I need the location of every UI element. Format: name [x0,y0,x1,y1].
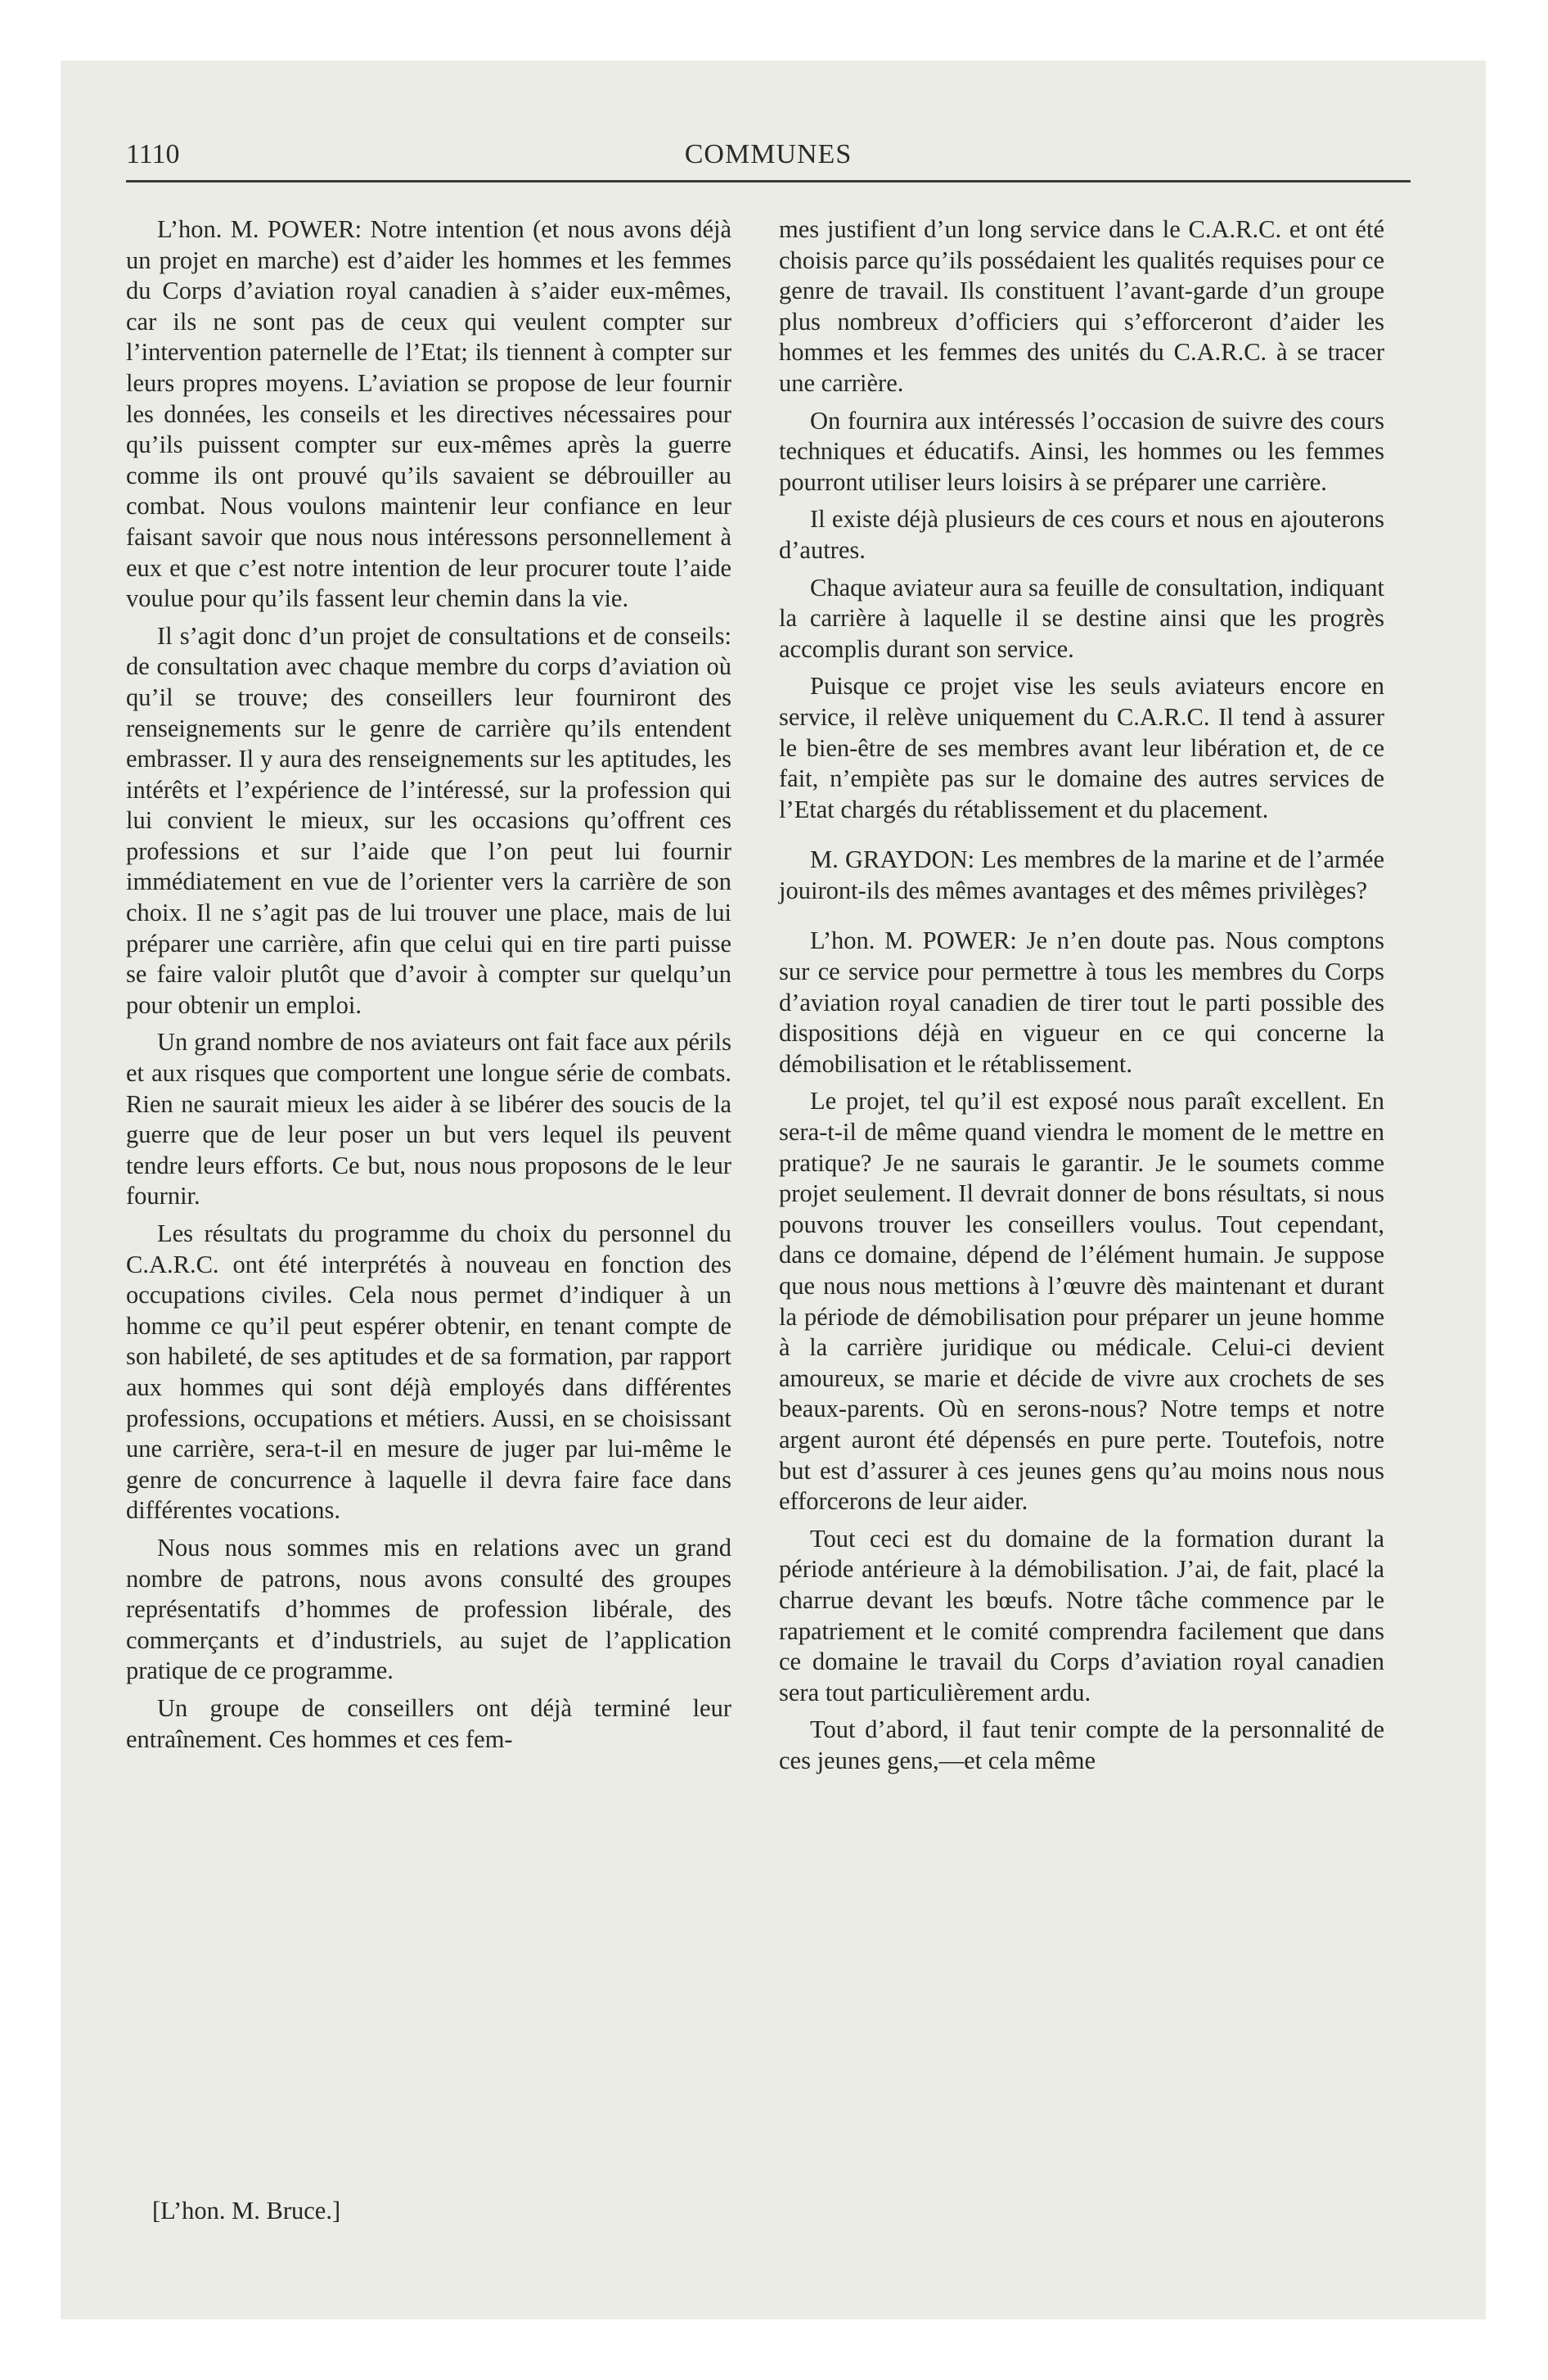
speaker-paragraph: M. GRAYDON: Les membres de la marine et de l’armée jouiront-ils des mêmes avantages et des mêmes privilèges? [779,845,1384,904]
page [61,61,1486,2319]
page-header [126,139,1411,183]
speaker-paragraph: L’hon. M. POWER: Je n’en doute pas. Nous comptons sur ce service pour permettre à tous les membres du Corps d’aviation royal canadien de tirer tout le parti possible des dispositions déjà en vigueur en ce qui concerne la démobilisation et le rétablissement. [779,926,1384,1078]
paragraph: On fournira aux intéressés l’occasion de suivre des cours techniques et éducatifs. Ainsi, les hommes ou les femmes pourront utiliser leurs loisirs à se préparer une carrière. [779,406,1384,496]
right-column [779,214,1384,1777]
speaker-footnote: [L’hon. M. Bruce.] [152,2197,341,2224]
running-head: COMMUNES [684,139,853,169]
paragraph: Chaque aviateur aura sa feuille de consultation, indiquant la carrière à laquelle il se destine ainsi que les progrès accomplis durant son service. [779,573,1384,663]
page-number: 1110 [126,139,180,169]
paragraph: Il s’agit donc d’un projet de consultations et de conseils: de consultation avec chaque membre du corps d’aviation où qu’il se trouve; des conseillers leur fourniront des renseignements sur le genre de carrière qu’ils entendent embrasser. Il y aura des renseignements sur les aptitudes, les intérêts et l’expérience de l’intéressé, sur la profession qui lui convient le mieux, sur les occasions qu’offrent ces professions et sur l’aide que l’on peut lui fournir immédiatement en vue de l’orienter vers la carrière de son choix. Il ne s’agit pas de lui trouver une place, mais de lui préparer une carrière, afin que celui qui en tire parti puisse se faire valoir plutôt que d’avoir à compter sur quelqu’un pour obtenir un emploi. [126,621,731,1019]
paragraph: Tout ceci est du domaine de la formation durant la période antérieure à la démobilisation. J’ai, de fait, placé la charrue devant les bœufs. Notre tâche commence par le rapatriement et le comité comprendra facilement que dans ce domaine le travail du Corps d’aviation royal canadien sera tout particulièrement ardu. [779,1524,1384,1706]
paragraph: Nous nous sommes mis en relations avec un grand nombre de patrons, nous avons consulté des groupes représentatifs d’hommes de profession libérale, des commerçants et d’industriels, au sujet de l’application pratique de ce programme. [126,1533,731,1685]
paragraph: Les résultats du programme du choix du personnel du C.A.R.C. ont été interprétés à nouveau en fonction des occupations civiles. Cela nous permet d’indiquer à un homme ce qu’il peut espérer obtenir, en tenant compte de son habileté, de ses aptitudes et de sa formation, par rapport aux hommes qui sont déjà employés dans différentes professions, occupations et métiers. Aussi, en se choisissant une carrière, sera-t-il en mesure de juger par lui-même le genre de concurrence à laquelle il devra faire face dans différentes vocations. [126,1219,731,1525]
paragraph: Un grand nombre de nos aviateurs ont fait face aux périls et aux risques que comportent une longue série de combats. Rien ne saurait mieux les aider à se libérer des soucis de la guerre que de leur poser un but vers lequel ils peuvent tendre leurs efforts. Ce but, nous nous proposons de le leur fournir. [126,1028,731,1210]
paragraph: L’hon. M. POWER: Notre intention (et nous avons déjà un projet en marche) est d’aider les hommes et les femmes du Corps d’aviation royal canadien à s’aider eux-mêmes, car ils ne sont pas de ceux qui veulent compter sur l’intervention paternelle de l’Etat; ils tiennent à compter sur leurs propres moyens. L’aviation se propose de leur fournir les données, les conseils et les directives nécessaires pour qu’ils puissent compter sur eux-mêmes après la guerre comme ils ont prouvé qu’ils savaient se débrouiller au combat. Nous voulons maintenir leur confiance en leur faisant savoir que nous nous intéressons personnellement à eux et que c’est notre intention de leur procurer toute l’aide voulue pour qu’ils fassent leur chemin dans la vie. [126,215,731,613]
paragraph: Le projet, tel qu’il est exposé nous paraît excellent. En sera-t-il de même quand viendra le moment de le mettre en pratique? Je ne saurais le garantir. Je le soumets comme projet seulement. Il devrait donner de bons résultats, si nous pouvons trouver les conseillers voulus. Tout cependant, dans ce domaine, dépend de l’élément humain. Je suppose que nous nous mettions à l’œuvre dès maintenant et durant la période de démobilisation pour préparer un jeune homme à la carrière juridique ou médicale. Celui-ci devient amoureux, se marie et décide de vivre aux crochets de ses beaux-parents. Où en serons-nous? Notre temps et notre argent auront été dépensés en pure perte. Toutefois, notre but est d’assurer à ces jeunes gens qu’au moins nous nous efforcerons de leur aider. [779,1087,1384,1516]
left-column [126,214,731,1755]
paragraph: mes justifient d’un long service dans le C.A.R.C. et ont été choisis parce qu’ils possédaient les qualités requises pour ce genre de travail. Ils constituent l’avant-garde d’un groupe plus nombreux d’officiers qui s’efforceront d’aider les hommes et les femmes des unités du C.A.R.C. à se tracer une carrière. [779,215,1384,397]
paragraph: Tout d’abord, il faut tenir compte de la personnalité de ces jeunes gens,—et cela même [779,1715,1384,1774]
paragraph: Un groupe de conseillers ont déjà terminé leur entraînement. Ces hommes et ces fem- [126,1693,731,1753]
paragraph: Il existe déjà plusieurs de ces cours et nous en ajouterons d’autres. [779,505,1384,564]
paragraph: Puisque ce projet vise les seuls aviateurs encore en service, il relève uniquement du C.A.R.C. Il tend à assurer le bien-être de ses membres avant leur libération et, de ce fait, n’empiète pas sur le domaine des autres services de l’Etat chargés du rétablissement et du placement. [779,672,1384,823]
